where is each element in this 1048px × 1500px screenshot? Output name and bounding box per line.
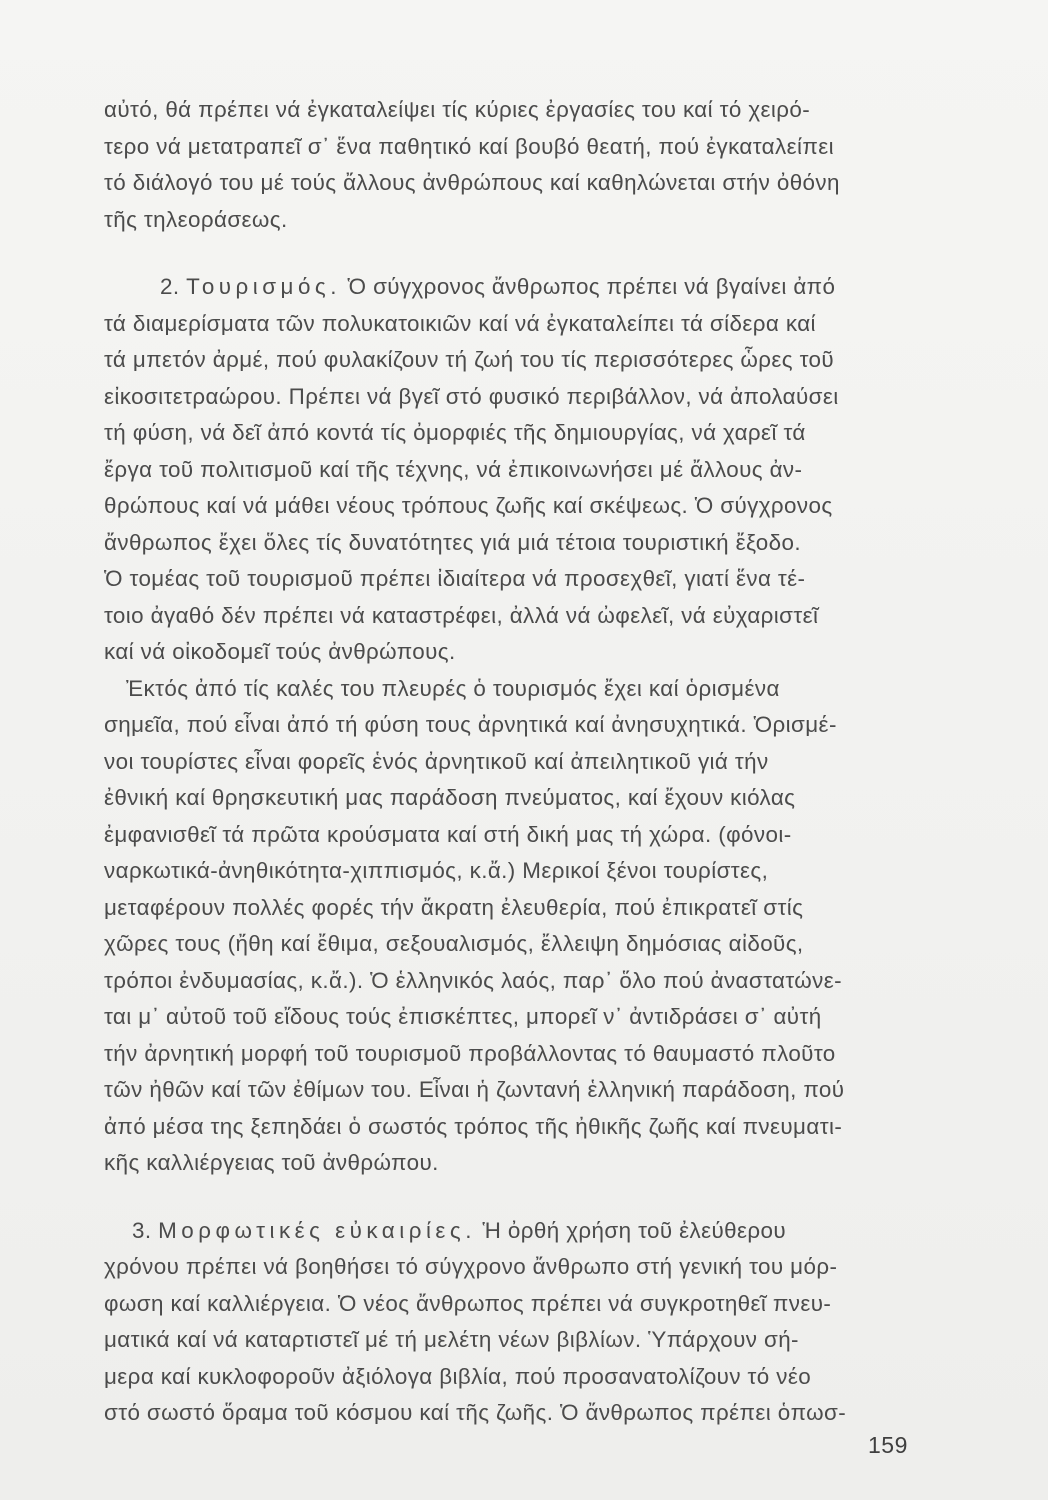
text-line: καί νά οἰκοδομεῖ τούς ἀνθρώπους. — [104, 639, 456, 664]
text-line: μεταφέρουν πολλές φορές τήν ἄκρατη ἐλευθερία, πού ἐπικρατεῖ στίς — [104, 894, 804, 920]
paragraph-intro — [104, 92, 964, 238]
text-line: χῶρες τους (ἤθη καί ἔθιμα, σεξουαλισμός, ἔλλειψη δημόσιας αἰδοῦς, — [104, 931, 804, 956]
paragraph-tourism — [104, 269, 964, 671]
text-line: νοι τουρίστες εἶναι φορεῖς ἑνός ἀρνητικοῦ καί ἀπειλητικοῦ γιά τήν — [104, 748, 769, 774]
text-line: ναρκωτικά-ἀνηθικότητα-χιππισμός, κ.ἄ.) Μερικοί ξένοι τουρίστες, — [104, 858, 769, 883]
paragraph-gap — [104, 1182, 964, 1213]
text-fragment: Ἡ ὀρθή χρήση τοῦ ἐλεύθερου — [475, 1217, 786, 1243]
text-line — [104, 269, 964, 306]
paragraph-education — [104, 1213, 964, 1432]
text-line: ἐμφανισθεῖ τά πρῶτα κρούσματα καί στή δική μας τή χώρα. (φόνοι- — [104, 821, 792, 847]
text-line: στό σωστό ὅραμα τοῦ κόσμου καί τῆς ζωῆς. Ὁ ἄνθρωπος πρέπει ὁπωσ- — [104, 1400, 847, 1425]
text-line: τῆς τηλεοράσεως. — [104, 206, 288, 232]
text-line: τερο νά μετατραπεῖ σ᾽ ἕνα παθητικό καί βουβό θεατή, πού ἐγκαταλείπει — [104, 133, 834, 159]
text-line: ἄνθρωπος ἔχει ὅλες τίς δυνατότητες γιά μιά τέτοια τουριστική ἔξοδο. — [104, 529, 801, 555]
text-line: τῶν ἠθῶν καί τῶν ἐθίμων του. Εἶναι ἡ ζωντανή ἑλληνική παράδοση, πού — [104, 1077, 845, 1102]
text-line: τά διαμερίσματα τῶν πολυκατοικιῶν καί νά ἐγκαταλείπει τά σίδερα καί — [104, 310, 816, 336]
paragraph-tourism-negative — [104, 671, 964, 1182]
page-number: 159 — [868, 1432, 908, 1458]
text-line: ἔργα τοῦ πολιτισμοῦ καί τῆς τέχνης, νά ἐπικοινωνήσει μέ ἄλλους ἀν- — [104, 456, 803, 482]
text-line: εἰκοσιτετραώρου. Πρέπει νά βγεῖ στό φυσικό περιβάλλον, νά ἀπολαύσει — [104, 383, 839, 409]
text-line: τή φύση, νά δεῖ ἀπό κοντά τίς ὀμορφιές τῆς δημιουργίας, νά χαρεῖ τά — [104, 420, 806, 445]
section-number: 2. — [160, 274, 180, 299]
text-line: τά μπετόν ἀρμέ, πού φυλακίζουν τή ζωή του τίς περισσότερες ὧρες τοῦ — [104, 347, 835, 372]
paragraph-gap — [104, 238, 964, 269]
text-line: τήν ἀρνητική μορφή τοῦ τουρισμοῦ προβάλλοντας τό θαυμαστό πλοῦτο — [104, 1040, 836, 1066]
text-line: χρόνου πρέπει νά βοηθήσει τό σύγχρονο ἄνθρωπο στή γενική του μόρ- — [104, 1254, 838, 1279]
text-line: κῆς καλλιέργειας τοῦ ἀνθρώπου. — [104, 1150, 439, 1175]
section-number: 3. — [132, 1217, 152, 1243]
text-line: τό διάλογό του μέ τούς ἄλλους ἀνθρώπους καί καθηλώνεται στήν ὀθόνη — [104, 170, 840, 195]
section-heading: Μορφωτικές εὐκαιρίες. — [158, 1217, 476, 1243]
section-heading: Τουρισμός. — [186, 274, 341, 299]
text-line — [104, 1213, 964, 1250]
text-line: τοιο ἀγαθό δέν πρέπει νά καταστρέφει, ἀλλά νά ὠφελεῖ, νά εὐχαριστεῖ — [104, 602, 819, 628]
text-line: Ἐκτός ἀπό τίς καλές του πλευρές ὁ τουρισμός ἔχει καί ὁρισμένα — [126, 675, 780, 701]
text-line: αὐτό, θά πρέπει νά ἐγκαταλείψει τίς κύριες ἐργασίες του καί τό χειρό- — [104, 97, 811, 122]
text-line: φωση καί καλλιέργεια. Ὁ νέος ἄνθρωπος πρέπει νά συγκροτηθεῖ πνευ- — [104, 1290, 832, 1316]
text-line: τρόποι ἐνδυμασίας, κ.ἄ.). Ὁ ἑλληνικός λαός, παρ᾽ ὅλο πού ἀναστατώνε- — [104, 967, 843, 993]
text-line: ἀπό μέσα της ξεπηδάει ὁ σωστός τρόπος τῆς ἠθικῆς ζωῆς καί πνευματι- — [104, 1113, 843, 1139]
text-line: σημεῖα, πού εἶναι ἀπό τή φύση τους ἀρνητικά καί ἀνησυχητικά. Ὁρισμέ- — [104, 712, 837, 737]
body-text — [104, 92, 964, 1432]
text-line: ται μ᾽ αὐτοῦ τοῦ εἴδους τούς ἐπισκέπτες, μπορεῖ ν᾽ ἀντιδράσει σ᾽ αὐτή — [104, 1004, 822, 1029]
text-line: θρώπους καί νά μάθει νέους τρόπους ζωῆς καί σκέψεως. Ὁ σύγχρονος — [104, 493, 833, 518]
text-line: ἐθνική καί θρησκευτική μας παράδοση πνεύματος, καί ἔχουν κιόλας — [104, 785, 796, 810]
text-line: μερα καί κυκλοφοροῦν ἀξιόλογα βιβλία, πού προσανατολίζουν τό νέο — [104, 1363, 812, 1389]
text-line: Ὁ τομέας τοῦ τουρισμοῦ πρέπει ἰδιαίτερα νά προσεχθεῖ, γιατί ἕνα τέ- — [104, 566, 806, 591]
text-fragment: Ὁ σύγχρονος ἄνθρωπος πρέπει νά βγαίνει ἀπό — [340, 274, 836, 299]
text-line: ματικά καί νά καταρτιστεῖ μέ τή μελέτη νέων βιβλίων. Ὑπάρχουν σή- — [104, 1327, 799, 1352]
